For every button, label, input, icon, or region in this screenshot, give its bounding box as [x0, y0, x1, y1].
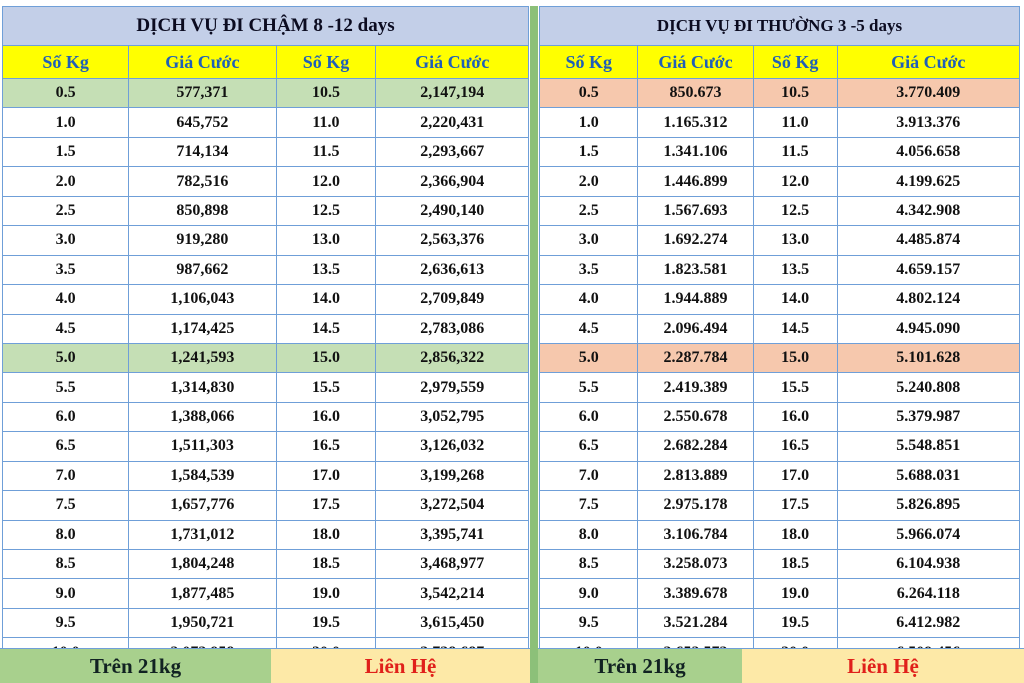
slow-footer-label: Trên 21kg — [0, 648, 271, 683]
table-row — [540, 461, 1020, 490]
price-cell: 2,636,613 — [376, 255, 529, 284]
price-cell: 1.446.899 — [638, 167, 753, 196]
table-row — [540, 402, 1020, 431]
price-cell: 850,898 — [129, 196, 276, 225]
price-cell: 3,542,214 — [376, 579, 529, 608]
price-cell: 1,511,303 — [129, 432, 276, 461]
table-row — [540, 373, 1020, 402]
weight-cell: 12.5 — [753, 196, 837, 225]
price-cell: 3.389.678 — [638, 579, 753, 608]
weight-cell: 9.5 — [3, 608, 129, 637]
price-cell: 3,272,504 — [376, 491, 529, 520]
weight-cell: 3.0 — [540, 226, 638, 255]
price-cell: 5.548.851 — [837, 432, 1019, 461]
weight-cell: 11.0 — [276, 108, 376, 137]
weight-cell: 14.0 — [276, 285, 376, 314]
table-row — [3, 226, 529, 255]
weight-cell: 18.5 — [753, 550, 837, 579]
price-cell: 4.342.908 — [837, 196, 1019, 225]
table-row — [540, 608, 1020, 637]
price-cell: 3,468,977 — [376, 550, 529, 579]
weight-cell: 4.5 — [3, 314, 129, 343]
weight-cell: 18.0 — [753, 520, 837, 549]
price-cell: 5.688.031 — [837, 461, 1019, 490]
weight-cell: 8.5 — [540, 550, 638, 579]
table-row — [540, 108, 1020, 137]
table-row — [540, 137, 1020, 166]
price-cell: 5.966.074 — [837, 520, 1019, 549]
price-cell: 2.287.784 — [638, 343, 753, 372]
price-cell: 1,314,830 — [129, 373, 276, 402]
price-cell: 6.412.982 — [837, 608, 1019, 637]
price-cell: 2,366,904 — [376, 167, 529, 196]
header-price: Giá Cước — [638, 46, 753, 79]
weight-cell: 17.5 — [753, 491, 837, 520]
table-row — [540, 79, 1020, 108]
standard-service-rows — [540, 79, 1020, 668]
weight-cell: 9.0 — [540, 579, 638, 608]
table-row — [540, 196, 1020, 225]
weight-cell: 7.5 — [540, 491, 638, 520]
header-price: Giá Cước — [837, 46, 1019, 79]
price-cell: 1,584,539 — [129, 461, 276, 490]
weight-cell: 16.5 — [753, 432, 837, 461]
weight-cell: 13.5 — [753, 255, 837, 284]
table-row — [3, 255, 529, 284]
price-cell: 1,877,485 — [129, 579, 276, 608]
standard-service-table — [539, 6, 1020, 668]
price-cell: 5.101.628 — [837, 343, 1019, 372]
price-cell: 3.106.784 — [638, 520, 753, 549]
price-cell: 1.341.106 — [638, 137, 753, 166]
weight-cell: 8.0 — [540, 520, 638, 549]
price-cell: 714,134 — [129, 137, 276, 166]
weight-cell: 11.5 — [276, 137, 376, 166]
weight-cell: 2.0 — [3, 167, 129, 196]
table-row — [540, 520, 1020, 549]
table-row — [3, 196, 529, 225]
weight-cell: 1.0 — [540, 108, 638, 137]
slow-service-title: DỊCH VỤ ĐI CHẬM 8 -12 days — [3, 7, 529, 46]
weight-cell: 17.0 — [753, 461, 837, 490]
price-cell: 4.802.124 — [837, 285, 1019, 314]
table-row — [540, 491, 1020, 520]
price-cell: 2.550.678 — [638, 402, 753, 431]
weight-cell: 14.5 — [753, 314, 837, 343]
standard-service-panel — [539, 6, 1020, 648]
table-row — [3, 579, 529, 608]
weight-cell: 1.5 — [3, 137, 129, 166]
weight-cell: 2.5 — [540, 196, 638, 225]
table-row — [3, 79, 529, 108]
weight-cell: 12.5 — [276, 196, 376, 225]
price-cell: 1,388,066 — [129, 402, 276, 431]
table-row — [540, 579, 1020, 608]
weight-cell: 5.5 — [540, 373, 638, 402]
table-row — [3, 314, 529, 343]
header-weight: Số Kg — [3, 46, 129, 79]
price-cell: 1.567.693 — [638, 196, 753, 225]
price-cell: 1,106,043 — [129, 285, 276, 314]
price-cell: 3.258.073 — [638, 550, 753, 579]
price-cell: 2,220,431 — [376, 108, 529, 137]
price-cell: 1,804,248 — [129, 550, 276, 579]
table-row — [540, 550, 1020, 579]
weight-cell: 3.0 — [3, 226, 129, 255]
header-weight: Số Kg — [276, 46, 376, 79]
header-weight: Số Kg — [540, 46, 638, 79]
weight-cell: 6.5 — [540, 432, 638, 461]
weight-cell: 0.5 — [540, 79, 638, 108]
table-row — [3, 285, 529, 314]
slow-service-rows — [3, 79, 529, 668]
price-cell: 6.104.938 — [837, 550, 1019, 579]
price-cell: 2,783,086 — [376, 314, 529, 343]
table-row — [540, 167, 1020, 196]
weight-cell: 3.5 — [3, 255, 129, 284]
price-cell: 3,052,795 — [376, 402, 529, 431]
table-row — [3, 608, 529, 637]
price-cell: 645,752 — [129, 108, 276, 137]
table-row — [540, 314, 1020, 343]
weight-cell: 2.0 — [540, 167, 638, 196]
price-cell: 4.659.157 — [837, 255, 1019, 284]
price-cell: 4.056.658 — [837, 137, 1019, 166]
slow-service-panel — [2, 6, 529, 648]
weight-cell: 12.0 — [276, 167, 376, 196]
table-row — [540, 255, 1020, 284]
price-cell: 2.813.889 — [638, 461, 753, 490]
weight-cell: 19.5 — [753, 608, 837, 637]
weight-cell: 14.0 — [753, 285, 837, 314]
price-cell: 3.913.376 — [837, 108, 1019, 137]
table-row — [3, 432, 529, 461]
standard-footer-contact: Liên Hệ — [742, 648, 1024, 683]
table-row — [540, 343, 1020, 372]
weight-cell: 17.5 — [276, 491, 376, 520]
price-cell: 1,950,721 — [129, 608, 276, 637]
price-cell: 2,563,376 — [376, 226, 529, 255]
price-cell: 4.485.874 — [837, 226, 1019, 255]
weight-cell: 13.5 — [276, 255, 376, 284]
weight-cell: 6.0 — [540, 402, 638, 431]
price-cell: 3,395,741 — [376, 520, 529, 549]
weight-cell: 15.0 — [753, 343, 837, 372]
weight-cell: 11.5 — [753, 137, 837, 166]
price-cell: 850.673 — [638, 79, 753, 108]
weight-cell: 15.0 — [276, 343, 376, 372]
table-row — [3, 373, 529, 402]
weight-cell: 6.5 — [3, 432, 129, 461]
price-cell: 1,731,012 — [129, 520, 276, 549]
weight-cell: 13.0 — [753, 226, 837, 255]
weight-cell: 19.0 — [276, 579, 376, 608]
table-row — [540, 285, 1020, 314]
weight-cell: 10.5 — [276, 79, 376, 108]
weight-cell: 8.5 — [3, 550, 129, 579]
weight-cell: 7.0 — [540, 461, 638, 490]
price-cell: 3,615,450 — [376, 608, 529, 637]
price-cell: 2,979,559 — [376, 373, 529, 402]
price-cell: 1,174,425 — [129, 314, 276, 343]
standard-footer-label: Trên 21kg — [538, 648, 742, 683]
table-row — [3, 461, 529, 490]
table-row — [3, 108, 529, 137]
price-cell: 3,199,268 — [376, 461, 529, 490]
weight-cell: 16.0 — [753, 402, 837, 431]
weight-cell: 8.0 — [3, 520, 129, 549]
table-row — [540, 432, 1020, 461]
price-cell: 4.945.090 — [837, 314, 1019, 343]
header-weight: Số Kg — [753, 46, 837, 79]
price-cell: 3.770.409 — [837, 79, 1019, 108]
table-row — [540, 226, 1020, 255]
weight-cell: 3.5 — [540, 255, 638, 284]
price-cell: 1,657,776 — [129, 491, 276, 520]
weight-cell: 9.5 — [540, 608, 638, 637]
weight-cell: 16.0 — [276, 402, 376, 431]
weight-cell: 17.0 — [276, 461, 376, 490]
weight-cell: 18.5 — [276, 550, 376, 579]
weight-cell: 9.0 — [3, 579, 129, 608]
weight-cell: 19.0 — [753, 579, 837, 608]
price-cell: 1.944.889 — [638, 285, 753, 314]
slow-footer-contact: Liên Hệ — [271, 648, 530, 683]
price-cell: 5.826.895 — [837, 491, 1019, 520]
weight-cell: 1.5 — [540, 137, 638, 166]
price-cell: 2.975.178 — [638, 491, 753, 520]
table-row — [3, 343, 529, 372]
price-cell: 1.823.581 — [638, 255, 753, 284]
price-cell: 1.692.274 — [638, 226, 753, 255]
price-cell: 2,709,849 — [376, 285, 529, 314]
weight-cell: 11.0 — [753, 108, 837, 137]
price-cell: 2.419.389 — [638, 373, 753, 402]
price-cell: 2.682.284 — [638, 432, 753, 461]
price-cell: 3,126,032 — [376, 432, 529, 461]
weight-cell: 5.0 — [540, 343, 638, 372]
price-cell: 919,280 — [129, 226, 276, 255]
price-cell: 1.165.312 — [638, 108, 753, 137]
weight-cell: 14.5 — [276, 314, 376, 343]
weight-cell: 10.5 — [753, 79, 837, 108]
price-cell: 577,371 — [129, 79, 276, 108]
weight-cell: 19.5 — [276, 608, 376, 637]
table-row — [3, 137, 529, 166]
price-cell: 782,516 — [129, 167, 276, 196]
price-cell: 6.264.118 — [837, 579, 1019, 608]
table-row — [3, 520, 529, 549]
price-cell: 2,293,667 — [376, 137, 529, 166]
table-row — [3, 167, 529, 196]
weight-cell: 5.5 — [3, 373, 129, 402]
weight-cell: 6.0 — [3, 402, 129, 431]
price-cell: 2,147,194 — [376, 79, 529, 108]
header-price: Giá Cước — [129, 46, 276, 79]
table-row — [3, 550, 529, 579]
weight-cell: 4.0 — [540, 285, 638, 314]
weight-cell: 12.0 — [753, 167, 837, 196]
standard-service-title: DỊCH VỤ ĐI THƯỜNG 3 -5 days — [540, 7, 1020, 46]
price-cell: 987,662 — [129, 255, 276, 284]
weight-cell: 16.5 — [276, 432, 376, 461]
table-row — [3, 402, 529, 431]
weight-cell: 15.5 — [276, 373, 376, 402]
header-price: Giá Cước — [376, 46, 529, 79]
weight-cell: 18.0 — [276, 520, 376, 549]
price-cell: 2,856,322 — [376, 343, 529, 372]
price-cell: 2.096.494 — [638, 314, 753, 343]
table-row — [3, 491, 529, 520]
slow-service-table — [2, 6, 529, 668]
price-cell: 4.199.625 — [837, 167, 1019, 196]
weight-cell: 15.5 — [753, 373, 837, 402]
weight-cell: 4.5 — [540, 314, 638, 343]
weight-cell: 5.0 — [3, 343, 129, 372]
weight-cell: 0.5 — [3, 79, 129, 108]
weight-cell: 13.0 — [276, 226, 376, 255]
price-cell: 3.521.284 — [638, 608, 753, 637]
weight-cell: 7.0 — [3, 461, 129, 490]
weight-cell: 1.0 — [3, 108, 129, 137]
price-cell: 5.379.987 — [837, 402, 1019, 431]
price-cell: 5.240.808 — [837, 373, 1019, 402]
weight-cell: 4.0 — [3, 285, 129, 314]
weight-cell: 7.5 — [3, 491, 129, 520]
weight-cell: 2.5 — [3, 196, 129, 225]
panel-divider — [530, 6, 538, 683]
price-cell: 2,490,140 — [376, 196, 529, 225]
price-cell: 1,241,593 — [129, 343, 276, 372]
